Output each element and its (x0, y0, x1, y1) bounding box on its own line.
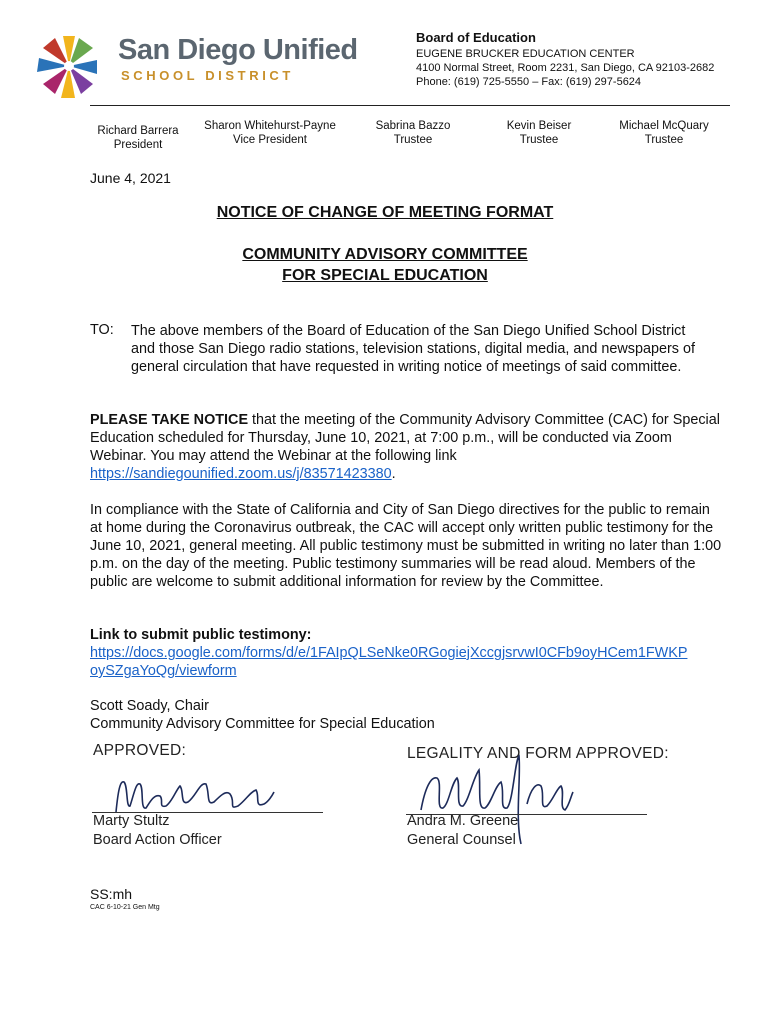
board-title: Board of Education (416, 30, 536, 45)
notice-heading: NOTICE OF CHANGE OF MEETING FORMAT (216, 204, 554, 221)
board-address-line: 4100 Normal Street, Room 2231, San Diego, CA 92103-2682 (416, 62, 715, 74)
committee-heading: COMMUNITY ADVISORY COMMITTEE (242, 246, 528, 263)
approver-right (407, 812, 518, 850)
approved-label: APPROVED: (93, 742, 187, 759)
member-trustee (370, 119, 456, 147)
approver-title: General Counsel (407, 832, 516, 848)
member-name: Michael McQuary (619, 120, 709, 132)
board-address-line: EUGENE BRUCKER EDUCATION CENTER (416, 48, 635, 60)
chair-name: Scott Soady, Chair (90, 698, 209, 714)
board-phone-line: Phone: (619) 725-5550 – Fax: (619) 297-5624 (416, 76, 642, 88)
to-text: The above members of the Board of Education of the San Diego Unified School District and those San Diego radio stations, television stations, digital media, and newspapers of general circulation that have requested in writing notice of meetings of said committee. (131, 323, 695, 375)
footer-code: CAC 6-10-21 Gen Mtg (90, 904, 160, 911)
testimony-link-cont[interactable]: oySZgaYoQg/viewform (90, 663, 237, 679)
member-name: Richard Barrera (97, 125, 179, 137)
member-trustee (497, 119, 581, 147)
to-label: TO: (90, 322, 114, 338)
district-subtitle: SCHOOL DISTRICT (121, 68, 294, 83)
notice-date: June 4, 2021 (90, 170, 171, 186)
testimony-link[interactable]: https://docs.google.com/forms/d/e/1FAIpQLSeNke0RGogiejXccgjsrvwI0CFb9oyHCem1FWKP (90, 645, 688, 661)
member-name: Kevin Beiser (506, 120, 572, 132)
committee-heading: FOR SPECIAL EDUCATION (282, 267, 488, 284)
notice-end: . (391, 466, 396, 482)
notice-paragraph (90, 411, 725, 483)
initials: SS:mh (90, 886, 133, 902)
legality-label: LEGALITY AND FORM APPROVED: (407, 745, 669, 762)
member-name: Sharon Whitehurst-Payne (204, 120, 336, 132)
header-rule (90, 105, 730, 106)
member-role: Trustee (393, 134, 433, 146)
district-logo-icon (30, 30, 108, 100)
notice-text: that the meeting of the Community Advisory Committee (CAC) for Special Education scheduled for Thursday, June 10, 2021, at 7:00 p.m., will be conducted via Zoom Webinar. You may attend the Webinar at the following link (90, 412, 720, 464)
notice-bold: PLEASE TAKE NOTICE (90, 412, 249, 428)
compliance-paragraph: In compliance with the State of California and City of San Diego directives for the public to remain at home during the Coronavirus outbreak, the CAC will accept only written public testimony for the June 10, 2021, general meeting. All public testimony must be submitted in writing no later than 1:00 p.m. on the day of the meeting. Public testimony summaries will be read aloud. Members of the public are welcome to submit additional information for review by the Committee. (90, 502, 722, 590)
member-role: Vice President (233, 134, 307, 146)
member-president (90, 124, 186, 152)
approver-left (93, 812, 222, 850)
member-name: Sabrina Bazzo (375, 120, 451, 132)
member-role: President (113, 139, 163, 151)
member-trustee (614, 119, 714, 147)
zoom-link[interactable]: https://sandiegounified.zoom.us/j/83571423380 (90, 466, 392, 482)
member-role: Trustee (644, 134, 684, 146)
member-vice-president (200, 119, 340, 147)
member-role: Trustee (519, 134, 559, 146)
district-name: San Diego Unified (118, 34, 358, 66)
approver-name: Andra M. Greene (407, 813, 519, 829)
approver-title: Board Action Officer (93, 832, 222, 848)
chair-title: Community Advisory Committee for Special Education (90, 716, 435, 732)
approver-name: Marty Stultz (93, 813, 170, 829)
testimony-label: Link to submit public testimony: (90, 627, 312, 643)
